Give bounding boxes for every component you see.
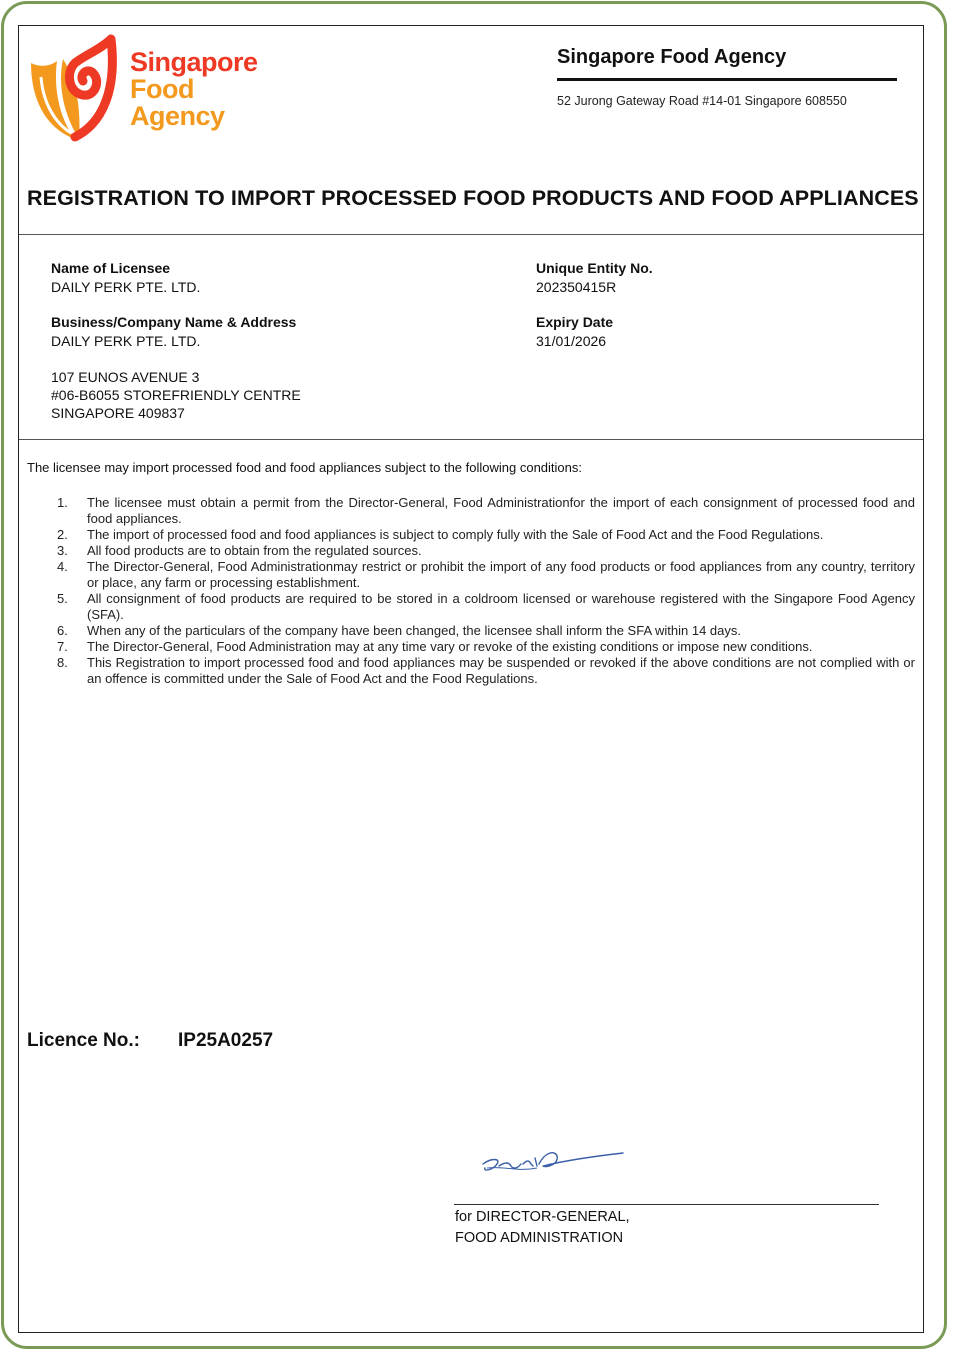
logo-wordmark (130, 49, 258, 130)
leaf-emblem-icon (27, 31, 127, 146)
agency-address: 52 Jurong Gateway Road #14-01 Singapore 608550 (557, 94, 847, 108)
condition-text: The Director-General, Food Administrationmay restrict or prohibit the import of any food products or food appliances from any country, territory or place, any farm or processing establishment. (87, 559, 915, 590)
divider (19, 234, 923, 235)
condition-item (49, 591, 915, 623)
condition-item (49, 527, 915, 543)
condition-item (49, 495, 915, 527)
business-name: DAILY PERK PTE. LTD. (51, 333, 201, 349)
condition-text: The import of processed food and food appliances is subject to comply fully with the Sale of Food Act and the Food Regulations. (87, 527, 824, 542)
condition-number: 5. (57, 591, 68, 606)
condition-text: The licensee must obtain a permit from the Director-General, Food Administrationfor the import of each consignment of processed food and food appliances. (87, 495, 915, 526)
signature-line (454, 1204, 879, 1205)
condition-number: 7. (57, 639, 68, 654)
logo-word-food: Food (130, 74, 194, 104)
condition-text: When any of the particulars of the company have been changed, the licensee shall inform the SFA within 14 days. (87, 623, 741, 638)
condition-number: 8. (57, 655, 68, 670)
signatory-line-2: FOOD ADMINISTRATION (455, 1230, 624, 1246)
condition-number: 4. (57, 559, 68, 574)
licence-number-label: Licence No.: (27, 1030, 140, 1051)
condition-item (49, 639, 915, 655)
certificate (18, 25, 924, 1333)
conditions-list (49, 495, 915, 687)
conditions-intro: The licensee may import processed food and food appliances subject to the following conditions: (27, 460, 582, 475)
licence-number-value: IP25A0257 (178, 1030, 274, 1051)
condition-item (49, 623, 915, 639)
sfa-logo (27, 31, 287, 146)
condition-item (49, 655, 915, 687)
condition-item (49, 543, 915, 559)
address-line-2: #06-B6055 STOREFRIENDLY CENTRE (51, 387, 301, 403)
logo-word-singapore: Singapore (130, 47, 258, 77)
condition-text: All food products are to obtain from the regulated sources. (87, 543, 422, 558)
condition-number: 6. (57, 623, 68, 638)
condition-text: This Registration to import processed food and food appliances may be suspended or revoked if the above conditions are not complied with or an offence is committed under the Sale of Food Act and the Food Regulations. (87, 655, 915, 686)
agency-underline (557, 78, 897, 81)
address-line-3: SINGAPORE 409837 (51, 405, 185, 421)
signature (477, 1136, 627, 1181)
agency-name: Singapore Food Agency (557, 46, 787, 68)
signatory-line-1: for DIRECTOR-GENERAL, (455, 1209, 630, 1225)
condition-number: 2. (57, 527, 68, 542)
document-title: REGISTRATION TO IMPORT PROCESSED FOOD PRODUCTS AND FOOD APPLIANCES (27, 186, 919, 210)
address-line-1: 107 EUNOS AVENUE 3 (51, 369, 200, 385)
condition-text: All consignment of food products are required to be stored in a coldroom licensed or warehouse registered with the Singapore Food Agency (SFA). (87, 591, 915, 622)
expiry-value: 31/01/2026 (536, 333, 607, 349)
condition-number: 1. (57, 495, 68, 510)
logo-word-agency: Agency (130, 101, 225, 131)
licensee-label: Name of Licensee (51, 260, 171, 276)
uen-value: 202350415R (536, 279, 617, 295)
expiry-label: Expiry Date (536, 314, 614, 330)
business-label: Business/Company Name & Address (51, 314, 297, 330)
divider (19, 439, 923, 440)
licensee-value: DAILY PERK PTE. LTD. (51, 279, 201, 295)
uen-label: Unique Entity No. (536, 260, 653, 276)
condition-number: 3. (57, 543, 68, 558)
condition-item (49, 559, 915, 591)
condition-text: The Director-General, Food Administration may at any time vary or revoke of the existing conditions or impose new conditions. (87, 639, 813, 654)
